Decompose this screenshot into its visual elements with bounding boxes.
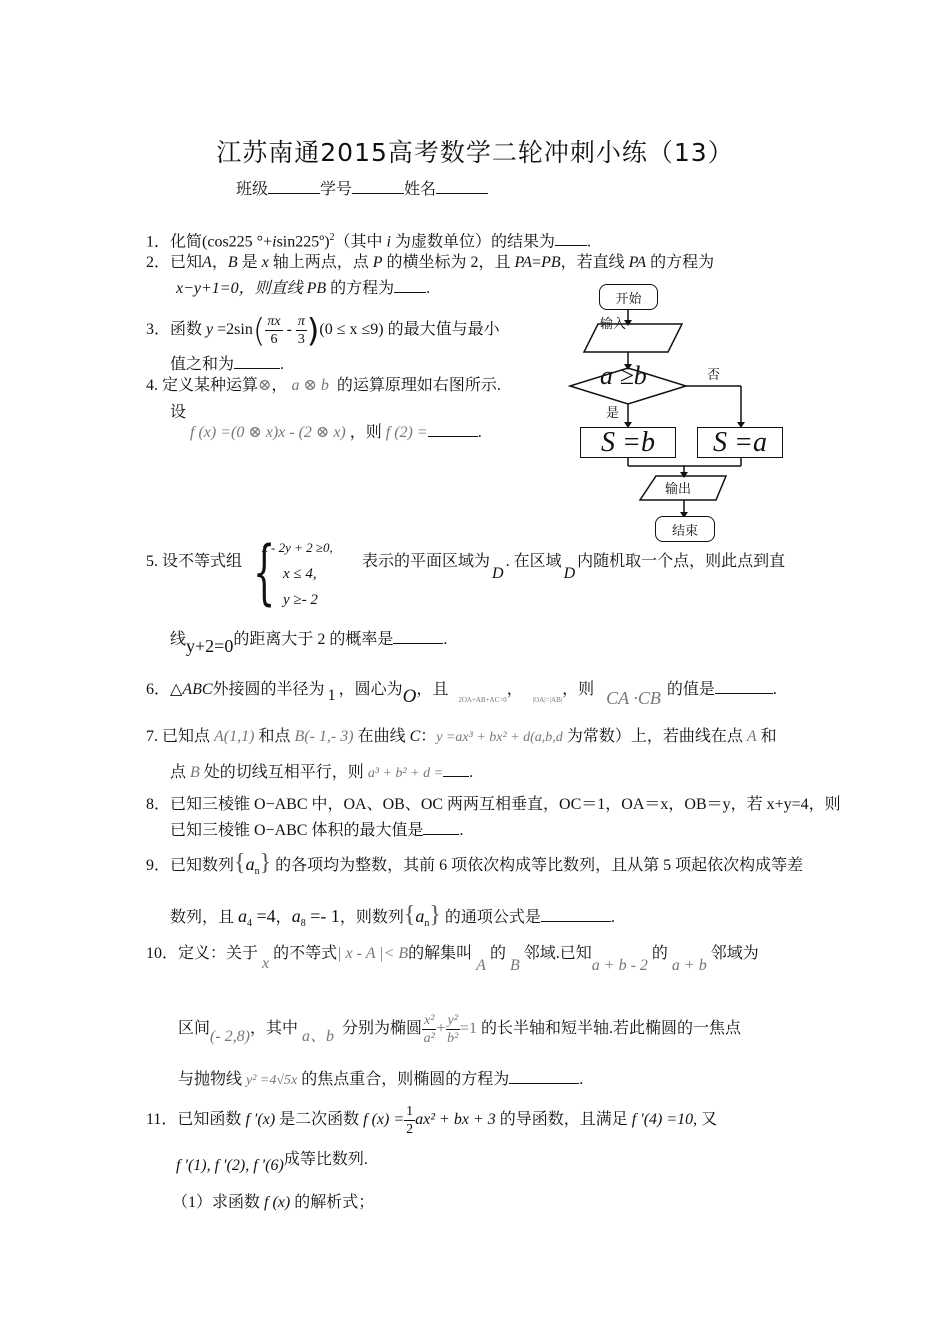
answer-blank: [423, 820, 459, 835]
answer-blank: [541, 907, 611, 922]
question-4-line2: 设 f (x) =(0 ⊗ x)x - (2 ⊗ x) ，则 f (2) = .: [170, 404, 482, 441]
class-blank: [268, 179, 320, 194]
question-2: 2．已知A，B 是 x 轴上两点，点 P 的横坐标为 2，且 PA=PB，若直线 PA 的方程为: [146, 254, 715, 271]
answer-blank: [393, 633, 443, 644]
flow-input: 输入: [600, 317, 627, 332]
id-blank: [352, 179, 404, 194]
question-9-line2: 数列，且 $a_4 =4$，$a_8 =- 1$，则数列$\{a_n\}$ 的通项公式是 .: [170, 902, 615, 930]
constraint-1: x - 2y + 2 ≥0,: [262, 540, 333, 555]
question-11-line2: f ′(1), f ′(2), f ′(6)成等比数列.: [176, 1151, 368, 1174]
student-info: [236, 176, 488, 199]
question-8: 8．已知三棱锥 O−ABC 中，OA、OB、OC 两两互相垂直，OC＝1，OA＝x，OB＝y，若 x+y=4，则: [146, 796, 841, 813]
question-11-part1: （1）求函数 f (x) 的解析式；: [172, 1194, 375, 1211]
question-9: 9．已知数列$\{a_n\}$ 的各项均为整数，其前 6 项依次构成等比数列，且从第 5 项起依次构成等差: [146, 850, 804, 878]
constraint-3: y ≥- 2: [283, 592, 318, 608]
question-3: 3．函数 y =2sin( $\frac{\pi x}{6}$ - $\frac{\pi}{3}$ )(0 ≤ x ≤9) 的最大值与最小: [146, 311, 500, 350]
question-10-line2: 区间(- 2,8)，其中 a、b 分别为椭圆 $\frac{\text{x²}}{\text{a²}}+$ $\frac{\text{y²}}{\text{b²}}=1$ 的长半轴和短半轴.若此椭圆的一焦点: [178, 1012, 741, 1046]
question-11: 11．已知函数 f ′(x) 是二次函数 f (x) = $\frac{1}{2}$ ax² + bx + 3 的导函数，且满足 f ′(4) =10, 又: [146, 1103, 718, 1137]
flow-start: 开始: [599, 284, 658, 310]
constraint-2: x ≤ 4,: [283, 566, 317, 582]
name-label: 姓名: [404, 181, 437, 198]
answer-blank: [428, 428, 478, 437]
answer-blank: [509, 1069, 579, 1084]
question-1: 1．化简(cos225 °+isin225º)$^2$（其中 i 为虚数单位）的结果为 .: [146, 232, 592, 251]
answer-blank: [394, 278, 426, 293]
answer-blank: [715, 679, 773, 694]
question-5-rest: 表示的平面区域为D. 在区域D内随机取一个点，则此点到直: [362, 553, 786, 582]
question-2-line2: x−y+1=0，则直线 PB 的方程为 .: [176, 280, 431, 297]
question-5: 5. 设不等式组: [146, 553, 243, 570]
answer-blank: [443, 762, 469, 777]
question-4: 4. 定义某种运算⊗， a ⊗ b 的运算原理如右图所示.: [146, 377, 501, 394]
system-brace: {: [253, 531, 276, 613]
flow-assign-left: S =b: [580, 427, 676, 458]
flow-yes-label: 是: [606, 406, 620, 421]
name-blank: [436, 179, 488, 194]
question-10: 10．定义：关于 x 的不等式| x - A |< B的解集叫 A 的 B 邻域.已知a + b - 2 的 a + b 邻域为: [146, 945, 759, 974]
flow-end: 结束: [655, 516, 715, 542]
question-10-line3: 与抛物线 y² =4√5x 的焦点重合，则椭圆的方程为 .: [178, 1071, 584, 1088]
flow-condition: a ≥b: [600, 361, 647, 390]
flowchart-lines: [560, 280, 800, 550]
question-3-line2: 值之和为 .: [170, 356, 285, 373]
question-5-line2: 线y+2=0的距离大于 2 的概率是 .: [170, 631, 448, 656]
vector-condition-2: |OA|=|AB|: [532, 696, 563, 704]
page-title: 江苏南通2015高考数学二轮冲刺小练（13）: [216, 138, 734, 167]
question-7: 7. 已知点 A(1,1) 和点 B(- 1,- 3) 在曲线 C：y =ax³ + bx² + d(a,b,d 为常数）上，若曲线在点 A 和: [146, 728, 777, 745]
answer-blank: [234, 354, 280, 369]
question-6: 6．△ABC外接圆的半径为 1 ，圆心为O，且$_{2OA+AB+AC=0}$，$_{|OA|=|AB|}$，则 CA ·CB 的值是 .: [146, 681, 777, 708]
question-8-line2: 已知三棱锥 O−ABC 体积的最大值是 .: [170, 822, 464, 839]
class-label: 班级: [236, 181, 269, 198]
flow-output: 输出: [665, 482, 692, 497]
vector-condition-1: 2OA+AB+AC=0: [458, 696, 507, 704]
flow-no-label: 否: [707, 368, 721, 383]
answer-blank: [555, 231, 587, 246]
flow-assign-right: S =a: [697, 427, 783, 458]
question-7-line2: 点 B 处的切线互相平行，则 a³ + b² + d = .: [170, 764, 474, 781]
id-label: 学号: [320, 181, 353, 198]
